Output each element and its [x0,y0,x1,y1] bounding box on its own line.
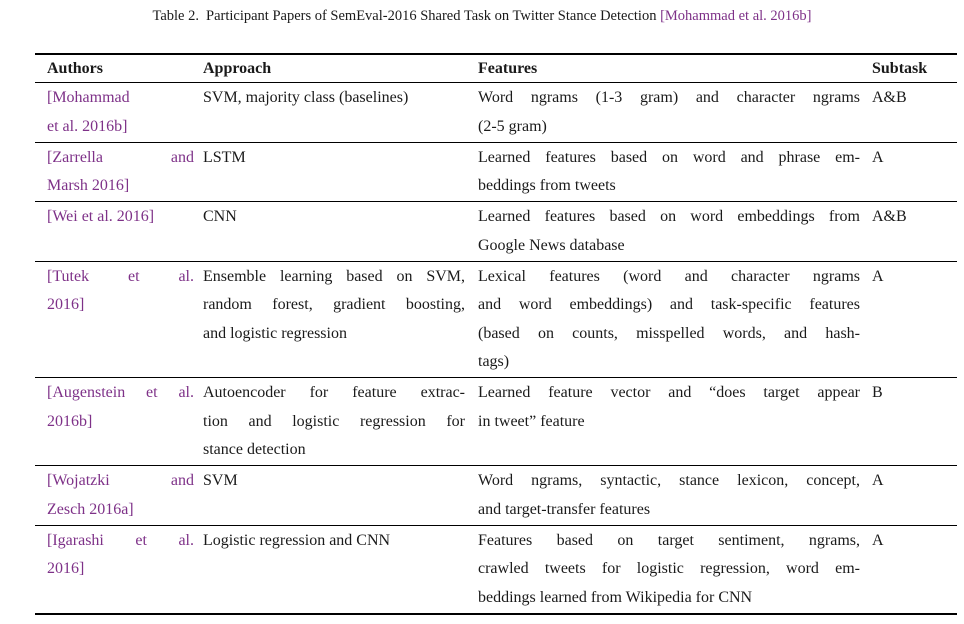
citation-link[interactable]: [Wojatzki and [47,472,194,489]
citation-link[interactable]: 2016] [47,560,85,577]
approach-cell [203,83,478,143]
header-row [35,54,957,83]
text-line: SVM, majority class (baselines) [203,89,409,106]
subtask-value: A&B [872,89,907,106]
caption-text: Participant Papers of SemEval-2016 Shared Task on Twitter Stance Detection [206,8,657,24]
text-line: crawled tweets for logistic regression, word em- [478,560,860,577]
citation-link[interactable]: [Tutek et al. [47,267,194,285]
table-caption [0,7,964,26]
text-line: (2-5 gram) [478,117,547,135]
paper-table [35,53,957,615]
approach-cell [203,525,478,614]
text-line: Ensemble learning based on SVM, [203,267,465,285]
text-line: Learned features based on word embeddings from [478,208,860,225]
text-line: Google News database [478,236,625,254]
citation-link[interactable]: Zesch 2016a] [47,500,134,518]
table-row [35,378,957,466]
caption-citation-link[interactable]: [Mohammad et al. 2016b] [660,8,812,24]
table-row [35,525,957,614]
approach-cell [203,466,478,526]
citation-link[interactable]: [Igarashi et al. [47,531,194,549]
approach-cell [203,378,478,466]
subtask-value: A [872,531,884,549]
features-cell [478,525,872,614]
authors-cell [35,261,203,378]
table-row [35,83,957,143]
authors-cell [35,142,203,202]
subtask-value: A [872,148,884,166]
subtask-cell [872,83,957,143]
text-line: and word embeddings) and task-specific features [478,296,860,313]
text-line: tion and logistic regression for [203,412,465,430]
approach-cell [203,202,478,262]
subtask-cell [872,202,957,262]
text-line: Word ngrams (1-3 gram) and character ngrams [478,89,860,106]
citation-link[interactable]: [Mohammad [47,89,130,106]
subtask-value: A [872,472,884,489]
text-line: Word ngrams, syntactic, stance lexicon, concept, [478,472,860,489]
subtask-cell [872,261,957,378]
text-line: in tweet” feature [478,412,585,430]
subtask-value: A&B [872,208,907,225]
table-row [35,142,957,202]
column-header-features: Features [478,60,538,77]
features-cell [478,83,872,143]
citation-link[interactable]: Marsh 2016] [47,177,130,194]
text-line: beddings learned from Wikipedia for CNN [478,588,753,606]
citation-link[interactable]: [Wei et al. 2016] [47,208,155,225]
table-row [35,466,957,526]
features-cell [478,378,872,466]
text-line: tags) [478,353,510,370]
caption-label: Table 2. [152,8,199,24]
text-line: CNN [203,208,237,225]
participant-papers-table [35,53,957,615]
features-cell [478,142,872,202]
approach-cell [203,261,478,378]
subtask-cell [872,378,957,466]
features-cell [478,202,872,262]
subtask-value: B [872,384,883,401]
table-row [35,261,957,378]
citation-link[interactable]: [Augenstein et al. [47,384,194,401]
subtask-cell [872,466,957,526]
authors-cell [35,202,203,262]
citation-link[interactable]: [Zarrella and [47,148,194,166]
text-line: and logistic regression [203,324,347,342]
authors-cell [35,378,203,466]
citation-link[interactable]: 2016] [47,296,85,313]
citation-link[interactable]: 2016b] [47,412,93,430]
authors-cell [35,83,203,143]
text-line: LSTM [203,148,246,166]
subtask-cell [872,142,957,202]
authors-cell [35,466,203,526]
citation-link[interactable]: et al. 2016b] [47,117,128,135]
approach-cell [203,142,478,202]
text-line: SVM [203,472,238,489]
features-cell [478,261,872,378]
text-line: Autoencoder for feature extrac- [203,384,465,401]
text-line: Learned feature vector and “does target appear [478,384,860,401]
text-line: (based on counts, misspelled words, and hash- [478,324,860,342]
text-line: random forest, gradient boosting, [203,296,465,313]
text-line: Features based on target sentiment, ngrams, [478,531,860,549]
column-header-approach: Approach [203,60,272,77]
table-body [35,83,957,614]
subtask-value: A [872,267,884,285]
text-line: beddings from tweets [478,177,616,194]
text-line: and target-transfer features [478,500,651,518]
subtask-cell [872,525,957,614]
text-line: Lexical features (word and character ngrams [478,267,860,285]
authors-cell [35,525,203,614]
features-cell [478,466,872,526]
column-header-subtask: Subtask [872,60,928,77]
text-line: stance detection [203,441,306,458]
text-line: Logistic regression and CNN [203,531,391,549]
table-row [35,202,957,262]
text-line: Learned features based on word and phrase em- [478,148,860,166]
column-header-authors: Authors [47,60,104,77]
